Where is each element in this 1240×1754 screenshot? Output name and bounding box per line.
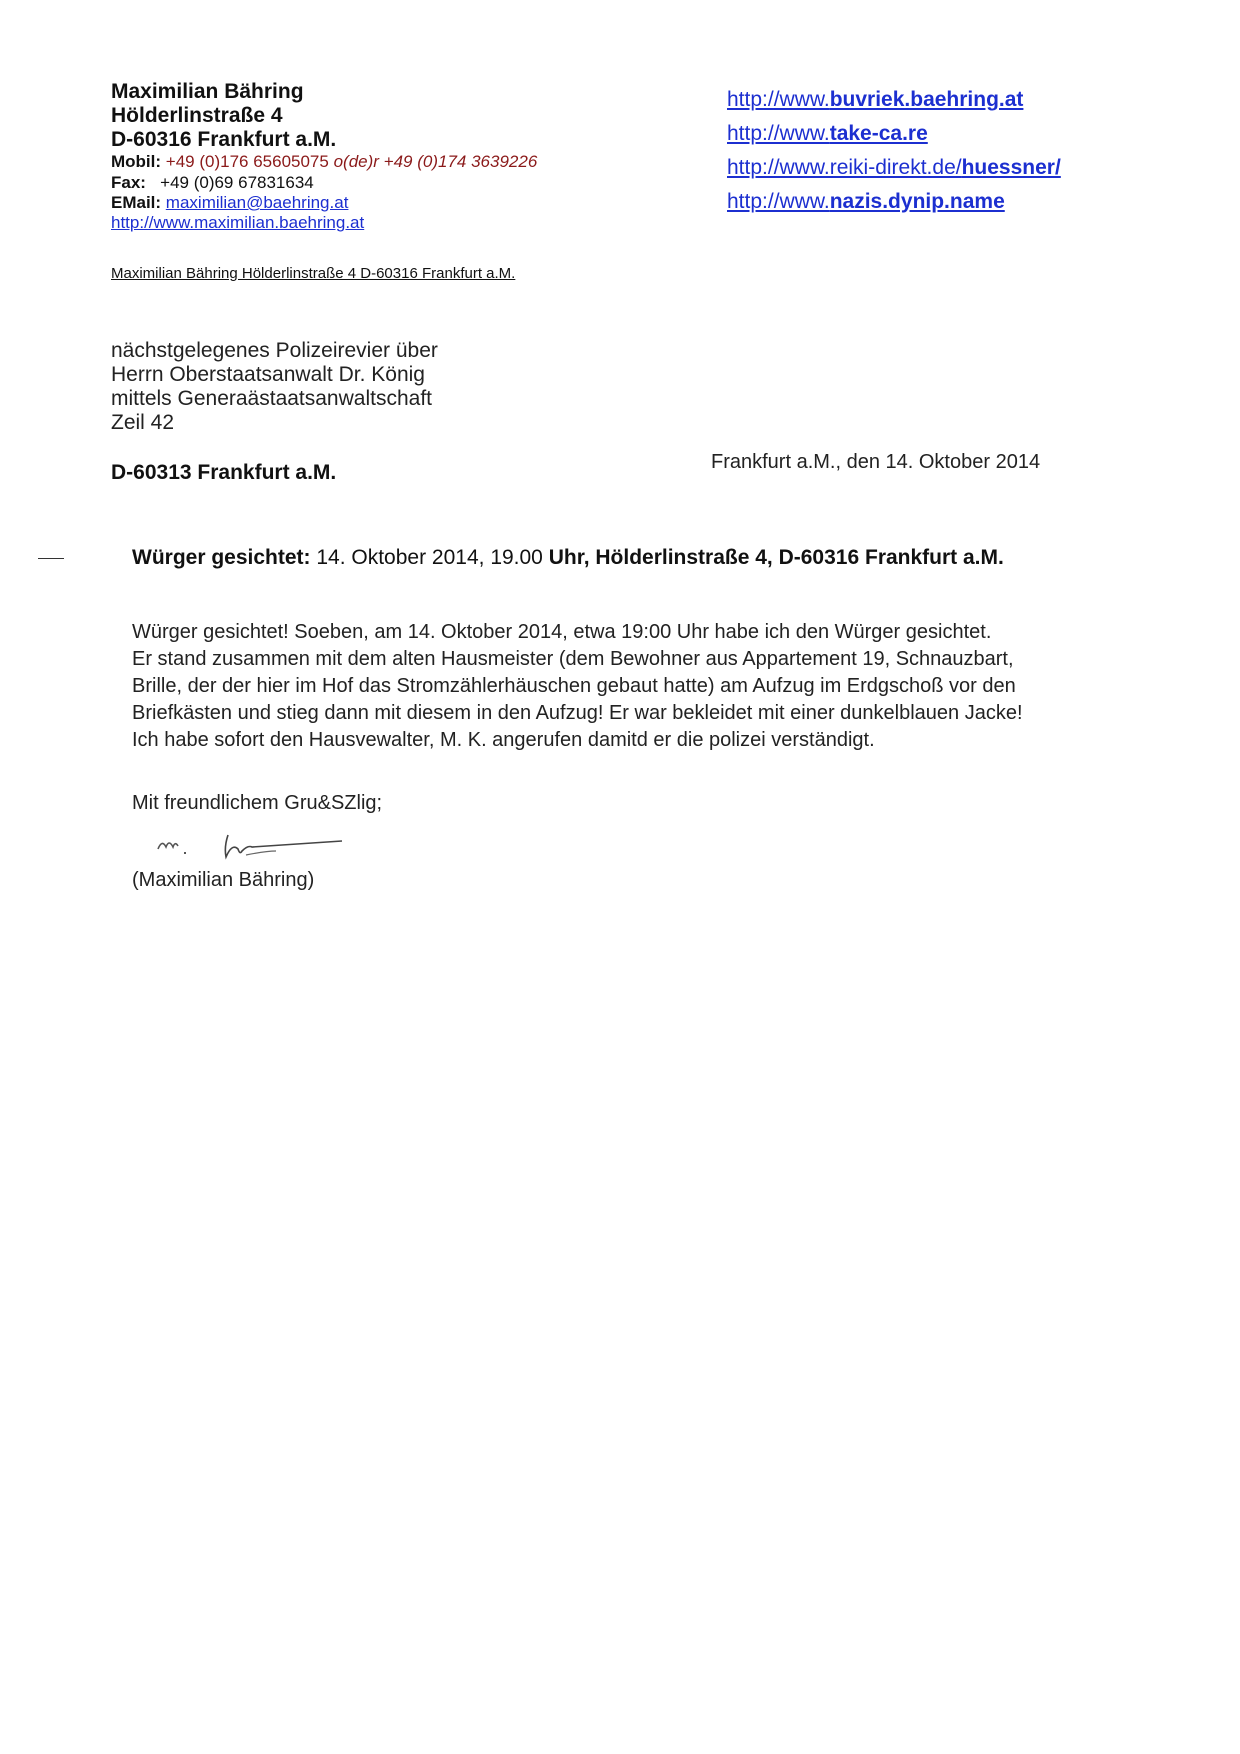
- email-link[interactable]: maximilian@baehring.at: [165, 193, 349, 212]
- website-link[interactable]: http://www.maximilian.baehring.at: [111, 213, 365, 232]
- mobile-line: [111, 152, 537, 172]
- mobile-number: +49 (0)176 65605075: [165, 152, 329, 171]
- mobile-label: Mobil:: [111, 152, 162, 171]
- web-link-domain: huessner/: [961, 156, 1061, 179]
- web-link-prefix: http://www.reiki-direkt.de/: [727, 156, 962, 179]
- web-link-nazis[interactable]: [727, 190, 1005, 214]
- fax-label: Fax:: [111, 173, 146, 192]
- fax-line: [111, 173, 314, 193]
- subject-bold-2: Uhr, Hölderlinstraße 4, D-60316 Frankfurt a.M.: [548, 546, 1004, 569]
- signature-name: (Maximilian Bähring): [132, 869, 315, 891]
- body-line-5: Ich habe sofort den Hausvewalter, M. K. angerufen damitd er die polizei verständigt.: [132, 729, 875, 751]
- recipient-line-3: mittels Generaästaatsanwaltschaft: [111, 387, 432, 410]
- web-link-domain: buvriek.baehring.at: [829, 88, 1024, 111]
- web-link-domain: take-ca.re: [829, 122, 928, 145]
- website-line: [111, 213, 364, 233]
- letter-date: Frankfurt a.M., den 14. Oktober 2014: [711, 451, 1041, 473]
- recipient-line-2: Herrn Oberstaatsanwalt Dr. König: [111, 363, 425, 386]
- subject-bold-1: Würger gesichtet:: [132, 546, 311, 569]
- fold-mark: [38, 558, 64, 559]
- recipient-line-1: nächstgelegenes Polizeirevier über: [111, 339, 438, 362]
- sender-city: D-60316 Frankfurt a.M.: [111, 128, 337, 151]
- subject-normal: 14. Oktober 2014, 19.00: [310, 546, 549, 569]
- recipient-city: D-60313 Frankfurt a.M.: [111, 461, 337, 484]
- fax-number: +49 (0)69 67831634: [160, 173, 314, 192]
- body-line-2: Er stand zusammen mit dem alten Hausmeister (dem Bewohner aus Appartement 19, Schnauzbart,: [132, 648, 1014, 670]
- web-link-buvriek[interactable]: [727, 88, 1023, 112]
- signature-image: [150, 825, 360, 870]
- mobile-or: o(de)r: [333, 152, 379, 171]
- web-link-reiki[interactable]: [727, 156, 1061, 180]
- body-paragraph: [132, 619, 1092, 754]
- return-address: Maximilian Bähring Hölderlinstraße 4 D-60316 Frankfurt a.M.: [111, 265, 516, 282]
- body-line-4: Briefkästen und stieg dann mit diesem in den Aufzug! Er war bekleidet mit einer dunkelblauen Jacke!: [132, 702, 1023, 724]
- web-link-domain: nazis.dynip.name: [829, 190, 1005, 213]
- email-label: EMail:: [111, 193, 162, 212]
- web-link-prefix: http://www.: [727, 190, 830, 213]
- email-line: [111, 193, 348, 213]
- sender-name: Maximilian Bähring: [111, 80, 304, 103]
- web-link-prefix: http://www.: [727, 88, 830, 111]
- web-link-take-care[interactable]: [727, 122, 928, 146]
- web-link-prefix: http://www.: [727, 122, 830, 145]
- recipient-line-4: Zeil 42: [111, 411, 175, 434]
- mobile-number-2: +49 (0)174 3639226: [383, 152, 538, 171]
- body-line-3: Brille, der der hier im Hof das Stromzählerhäuschen gebaut hatte) am Aufzug im Erdgschoß vor den: [132, 675, 1016, 697]
- body-line-1: Würger gesichtet! Soeben, am 14. Oktober 2014, etwa 19:00 Uhr habe ich den Würger gesichtet.: [132, 621, 992, 643]
- sender-street: Hölderlinstraße 4: [111, 104, 283, 127]
- subject-line: [132, 546, 1004, 570]
- closing: Mit freundlichem Gru&SZlig;: [132, 792, 383, 814]
